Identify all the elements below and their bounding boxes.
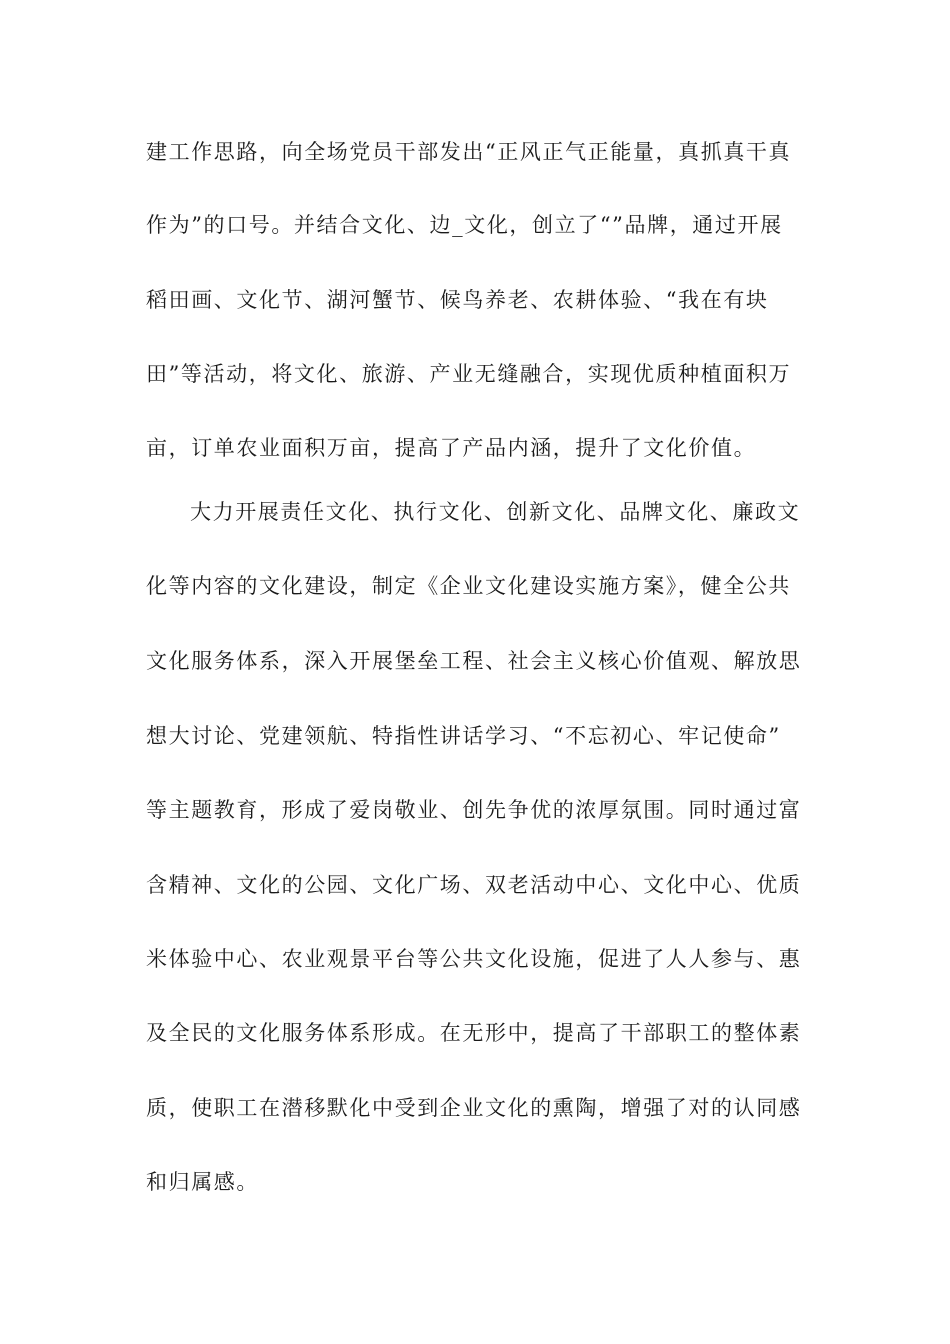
text-line: 文化服务体系，深入开展堡垒工程、社会主义核心价值观、解放思	[146, 649, 802, 673]
text-line: 化等内容的文化建设，制定《企业文化建设实施方案》，健全公共	[146, 574, 791, 598]
text-line: 想大讨论、党建领航、特指性讲话学习、“不忘初心、牢记使命”	[146, 724, 781, 748]
text-line: 亩，订单农业面积万亩，提高了产品内涵，提升了文化价值。	[146, 436, 757, 460]
text-line: 米体验中心、农业观景平台等公共文化设施，促进了人人参与、惠	[146, 947, 802, 971]
text-line: 田”等活动，将文化、旅游、产业无缝融合，实现优质种植面积万	[146, 362, 792, 386]
text-line: 稻田画、文化节、湖河蟹节、候鸟养老、农耕体验、“我在有块	[146, 288, 769, 312]
text-line: 建工作思路，向全场党员干部发出“正风正气正能量，真抓真干真	[146, 140, 792, 164]
text-line: 等主题教育，形成了爱岗敬业、创先争优的浓厚氛围。同时通过富	[146, 798, 802, 822]
text-line: 作为”的口号。并结合文化、边_文化，创立了“”品牌，通过开展	[146, 213, 783, 237]
text-line: 大力开展责任文化、执行文化、创新文化、品牌文化、廉政文	[190, 500, 801, 524]
text-line: 质，使职工在潜移默化中受到企业文化的熏陶，增强了对的认同感	[146, 1096, 802, 1120]
text-line: 及全民的文化服务体系形成。在无形中，提高了干部职工的整体素	[146, 1021, 802, 1045]
text-line: 和归属感。	[146, 1170, 259, 1194]
text-line: 含精神、文化的公园、文化广场、双老活动中心、文化中心、优质	[146, 873, 802, 897]
